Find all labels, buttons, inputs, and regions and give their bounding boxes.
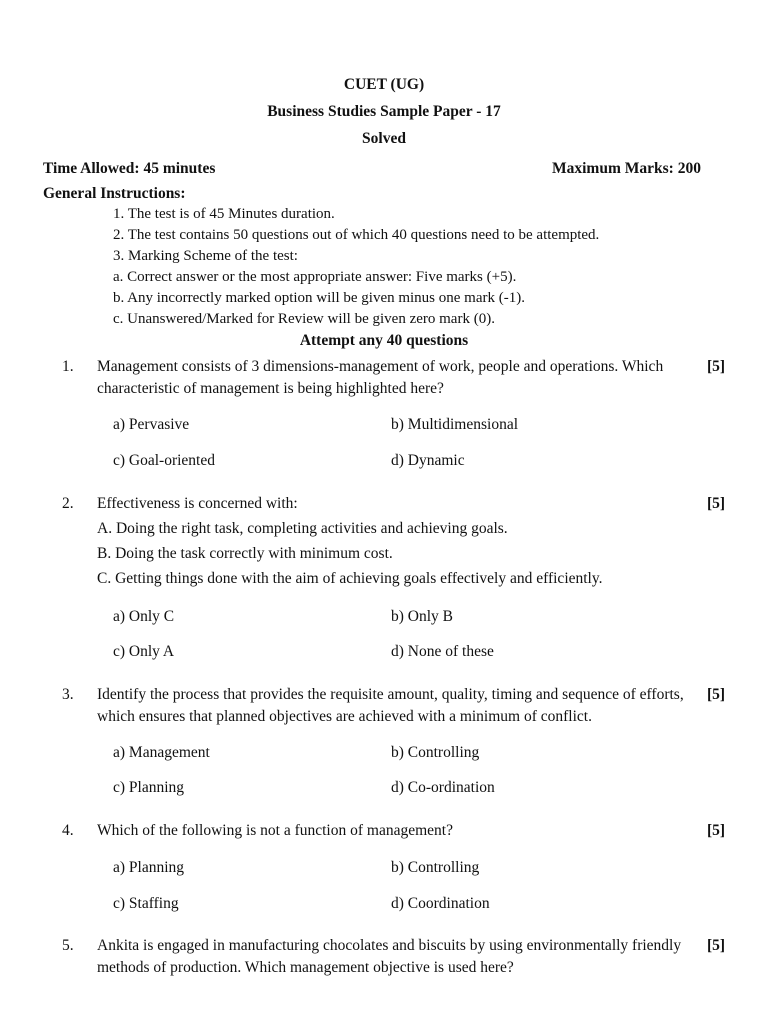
option-b[interactable]: b) Controlling (391, 744, 480, 761)
instruction-item: b. Any incorrectly marked option will be given minus one mark (-1). (113, 290, 525, 306)
question-marks: [5] (707, 822, 726, 839)
option-c[interactable]: c) Planning (113, 779, 185, 796)
option-b[interactable]: b) Multidimensional (391, 416, 519, 433)
option-c[interactable]: c) Goal-oriented (113, 452, 215, 469)
question-number: 5. (62, 937, 74, 954)
option-c[interactable]: c) Staffing (113, 895, 179, 912)
paper-title: Business Studies Sample Paper - 17 (267, 103, 501, 120)
option-d[interactable]: d) Coordination (391, 895, 490, 912)
question-text: Management consists of 3 dimensions-management of work, people and operations. Which characteristic of management is being highlighted here? (97, 358, 664, 397)
instruction-item: 1. The test is of 45 Minutes duration. (113, 206, 335, 222)
instruction-item: a. Correct answer or the most appropriate answer: Five marks (+5). (113, 269, 517, 285)
option-d[interactable]: d) Co-ordination (391, 779, 495, 796)
question-text: Identify the process that provides the requisite amount, quality, timing and sequence of efforts, which ensures that planned objectives are achieved with a minimum of conflict. (97, 686, 684, 725)
question-marks: [5] (707, 937, 726, 954)
instructions-title: General Instructions: (43, 185, 186, 202)
instruction-item: 3. Marking Scheme of the test: (113, 248, 298, 264)
option-b[interactable]: b) Controlling (391, 859, 480, 876)
statement-c: C. Getting things done with the aim of achieving goals effectively and efficiently. (97, 570, 603, 587)
exam-title: CUET (UG) (343, 76, 425, 93)
instruction-item: c. Unanswered/Marked for Review will be given zero mark (0). (113, 311, 495, 327)
time-allowed: Time Allowed: 45 minutes (43, 160, 216, 177)
option-c[interactable]: c) Only A (113, 643, 175, 660)
instruction-item: 2. The test contains 50 questions out of which 40 questions need to be attempted. (113, 227, 600, 243)
question-text: Which of the following is not a function of management? (97, 822, 453, 839)
question-number: 1. (62, 358, 74, 375)
maximum-marks: Maximum Marks: 200 (552, 160, 701, 177)
option-a[interactable]: a) Pervasive (113, 416, 190, 433)
question-marks: [5] (707, 358, 726, 375)
option-a[interactable]: a) Planning (113, 859, 185, 876)
attempt-label: Attempt any 40 questions (299, 332, 469, 349)
question-number: 4. (62, 822, 74, 839)
option-d[interactable]: d) None of these (391, 643, 494, 660)
statement-b: B. Doing the task correctly with minimum cost. (97, 545, 393, 562)
option-a[interactable]: a) Only C (113, 608, 175, 625)
question-number: 2. (62, 495, 74, 512)
question-number: 3. (62, 686, 74, 703)
statement-a: A. Doing the right task, completing activities and achieving goals. (97, 520, 508, 537)
option-a[interactable]: a) Management (113, 744, 210, 761)
option-d[interactable]: d) Dynamic (391, 452, 465, 469)
option-b[interactable]: b) Only B (391, 608, 453, 625)
paper-status: Solved (362, 130, 406, 147)
question-text: Effectiveness is concerned with: (97, 495, 298, 512)
question-marks: [5] (707, 686, 726, 703)
question-marks: [5] (707, 495, 726, 512)
question-text: Ankita is engaged in manufacturing chocolates and biscuits by using environmentally friendly methods of production. Which management objective is used here? (97, 937, 682, 976)
